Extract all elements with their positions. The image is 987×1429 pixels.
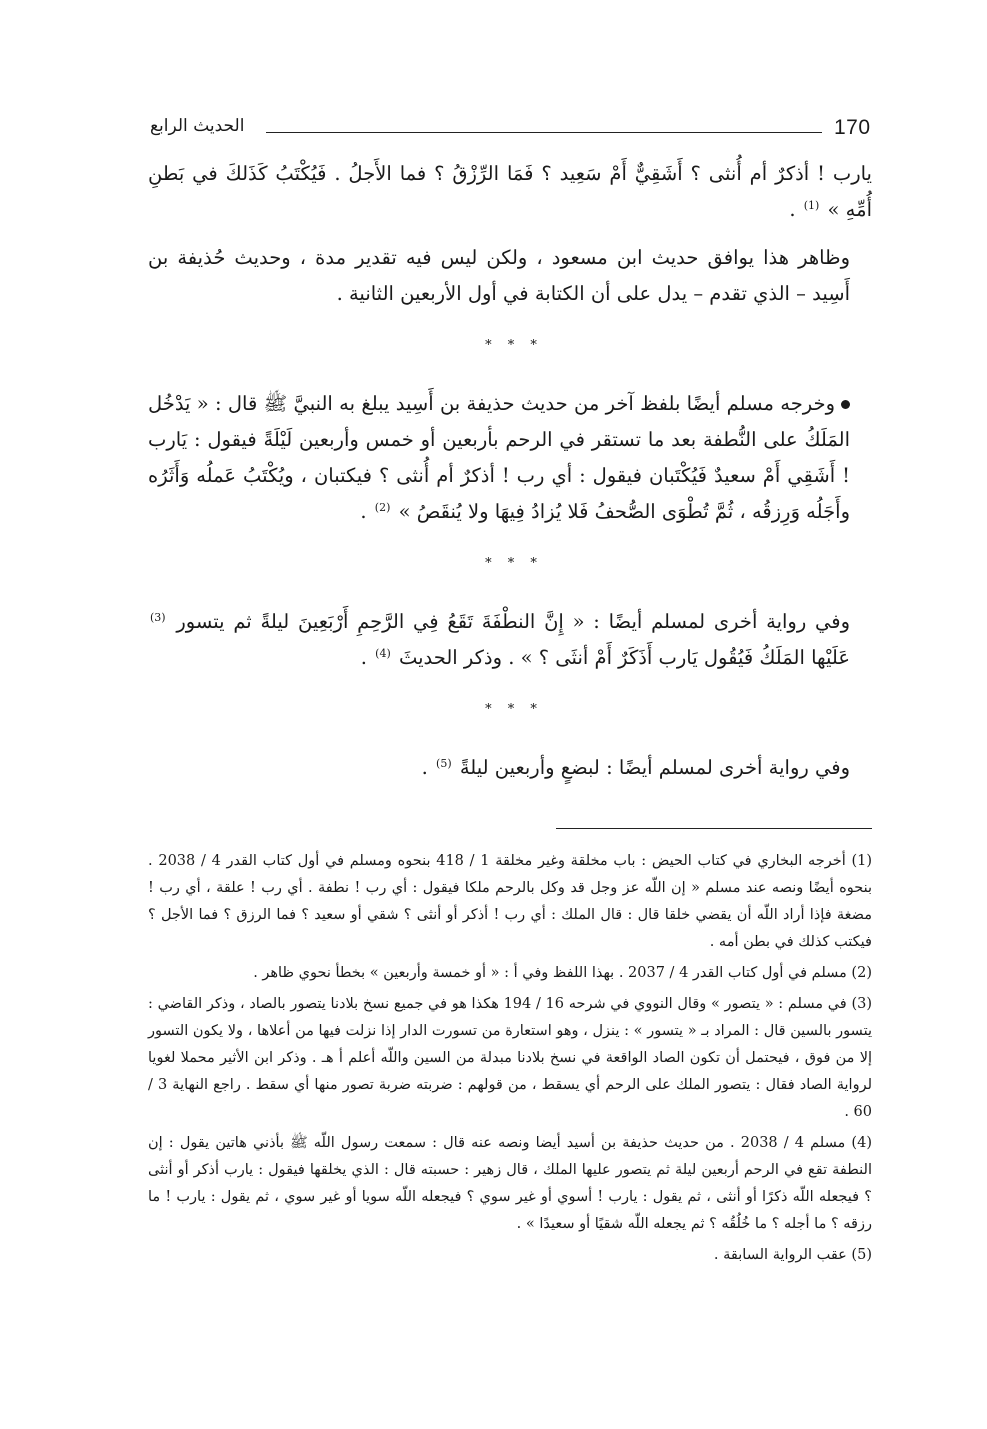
paragraph-4-mid: عَلَيْها المَلَكُ فَيُقُول يَارب أَذَكَرٌ أَمْ أنثَى ؟ » . وذكر الحديثَ bbox=[398, 646, 850, 669]
running-title: الحديث الرابع bbox=[150, 116, 245, 136]
section-separator: * * * bbox=[485, 702, 543, 717]
paragraph-1 bbox=[148, 156, 872, 228]
header-rule bbox=[266, 132, 822, 133]
footnote-2: (2) مسلم في أول كتاب القدر 4 / 2037 . بهذا اللفظ وفي أ : « أو خمسة وأربعين » بخطأ نحوي ظاهر . bbox=[253, 965, 872, 981]
paragraph-1-end: . bbox=[789, 198, 796, 221]
page-header bbox=[148, 112, 872, 146]
paragraph-5-text: وفي رواية أخرى لمسلم أيضًا : لبضعٍ وأربعين ليلةً bbox=[459, 756, 850, 779]
main-text bbox=[148, 156, 872, 802]
footnote-ref-1: (1) bbox=[803, 198, 820, 212]
footnotes bbox=[148, 848, 872, 1273]
book-page bbox=[148, 112, 872, 1402]
paragraph-2: وظاهر هذا يوافق حديث ابن مسعود ، ولكن ليس فيه تقدير مدة ، وحديث حُذيفة بن أَسِيد – الذي تقدم – يدل على أن الكتابة في أول الأربعين الثانية . bbox=[148, 246, 850, 305]
footnote-5: (5) عقب الرواية السابقة . bbox=[713, 1247, 872, 1263]
footnote-ref-5: (5) bbox=[436, 756, 452, 770]
paragraph-3 bbox=[148, 386, 872, 530]
footnote-4: (4) مسلم 4 / 2038 . من حديث حذيفة بن أسيد أيضا ونصه عنه قال : سمعت رسول اللّه ﷺ بأذني هاتين يقول : إن النطفة تقع في الرحم أربعين ليلة ثم يتصور عليها الملك ، قال زهير : حسبته قال : الذي يخلقها فيقول : يارب أذكر أو أنثى ؟ فيجعله اللّه ذكرًا أو أنثى ، ثم يقول : يارب ! أسوي أو غير سوي ؟ فيجعله اللّه سويا أو غير سوي ، ثم يقول : يارب ! ما رزقه ؟ ما أجله ؟ ما خُلُقُه ؟ ثم يجعله اللّه شقيًا أو سعيدًا » . bbox=[148, 1135, 872, 1232]
paragraph-3-end: . bbox=[360, 500, 367, 523]
footnote-1: (1) أخرجه البخاري في كتاب الحيض : باب مخلقة وغير مخلقة 1 / 418 بنحوه ومسلم في أول كتاب القدر 4 / 2038 . بنحوه أيضًا ونصه عند مسلم « إن اللّه عز وجل قد وكل بالرحم ملكا فيقول : أي رب ! نطفة . أي رب ! علقة ، أي رب ! مضغة فإذا أراد اللّه أن يقضي خلقا قال : قال الملك : أي رب ! أذكر أو أنثى ؟ شقي أو سعيد ؟ فما الرزق ؟ فما الأجل ؟ فيكتب كذلك في بطن أمه . bbox=[148, 853, 873, 950]
paragraph-3-text: وخرجه مسلم أيضًا بلفظ آخر من حديث حذيفة بن أَسِيد يبلغ به النبيَّ ﷺ قال : « يَدْخُل المَلَكُ على النُّطفة بعد ما تستقر في الرحم بأربعين أو خمس وأربعين لَيْلَةً فيقول : يَارب ! أَشَقِي أَمْ سعيدٌ فَيُكْتَبان فيقول : أي رب ! أذكرٌ أم أُنثى ؟ فيكتبان ، ويُكْتَبُ عَملُه وَأَثَرُه وأَجَلُه وَرِزقُه ، ثُمَّ تُطْوَى الصُّحفُ فَلا يُزادُ فِيهَا ولا يُنقَصُ » bbox=[148, 392, 850, 523]
paragraph-4-end: . bbox=[360, 646, 367, 669]
page-number: 170 bbox=[834, 116, 871, 139]
paragraph-1-text: يارب ! أذكرٌ أم أُنثى ؟ أَشَقِيٌّ أَمْ سَعِيد ؟ فَمَا الرِّزْقُ ؟ فما الأَجلُ . فَيُكْتَبُ كَذَلكَ في بَطنِ أُمِّهِ » bbox=[148, 162, 872, 221]
footnote-separator bbox=[556, 828, 872, 829]
section-separator: * * * bbox=[485, 338, 543, 353]
section-separator: * * * bbox=[485, 556, 543, 571]
footnote-ref-2: (2) bbox=[374, 500, 391, 514]
paragraph-4-start: وفي رواية أخرى لمسلم أيضًا : « إِنَّ النطْفَةَ تَقَعُ فِي الرَّحِمِ أَرْبَعِينَ ليلةً ثم يتسور bbox=[176, 610, 851, 633]
footnote-3: (3) في مسلم : « يتصور » وقال النووي في شرحه 16 / 194 هكذا هو في جميع نسخ بلادنا يتصور بالصاد ، وذكر القاضي : يتسور بالسين قال : المراد بـ « يتسور » : ينزل ، وهو استعارة من تسورت الدار إذا نزلت فيها من أعلاها ، ولا يكون التسور إلا من فوق ، فيحتمل أن تكون الصاد الواقعة في نسخ بلادنا مبدلة من السين واللّه أعلم أ هـ . وذكر ابن الأثير محملا لغويا لرواية الصاد فقال : يتصور الملك على الرحم أي يسقط ، من قولهم : ضربته ضربة تصور منها أي سقط . راجع النهاية 3 / 60 . bbox=[148, 996, 873, 1120]
paragraph-5-end: . bbox=[421, 756, 428, 779]
bullet-icon bbox=[841, 400, 850, 409]
footnote-ref-3: (3) bbox=[150, 610, 166, 624]
footnote-ref-4: (4) bbox=[375, 646, 391, 660]
paragraph-5 bbox=[148, 750, 872, 786]
paragraph-4 bbox=[148, 604, 872, 676]
